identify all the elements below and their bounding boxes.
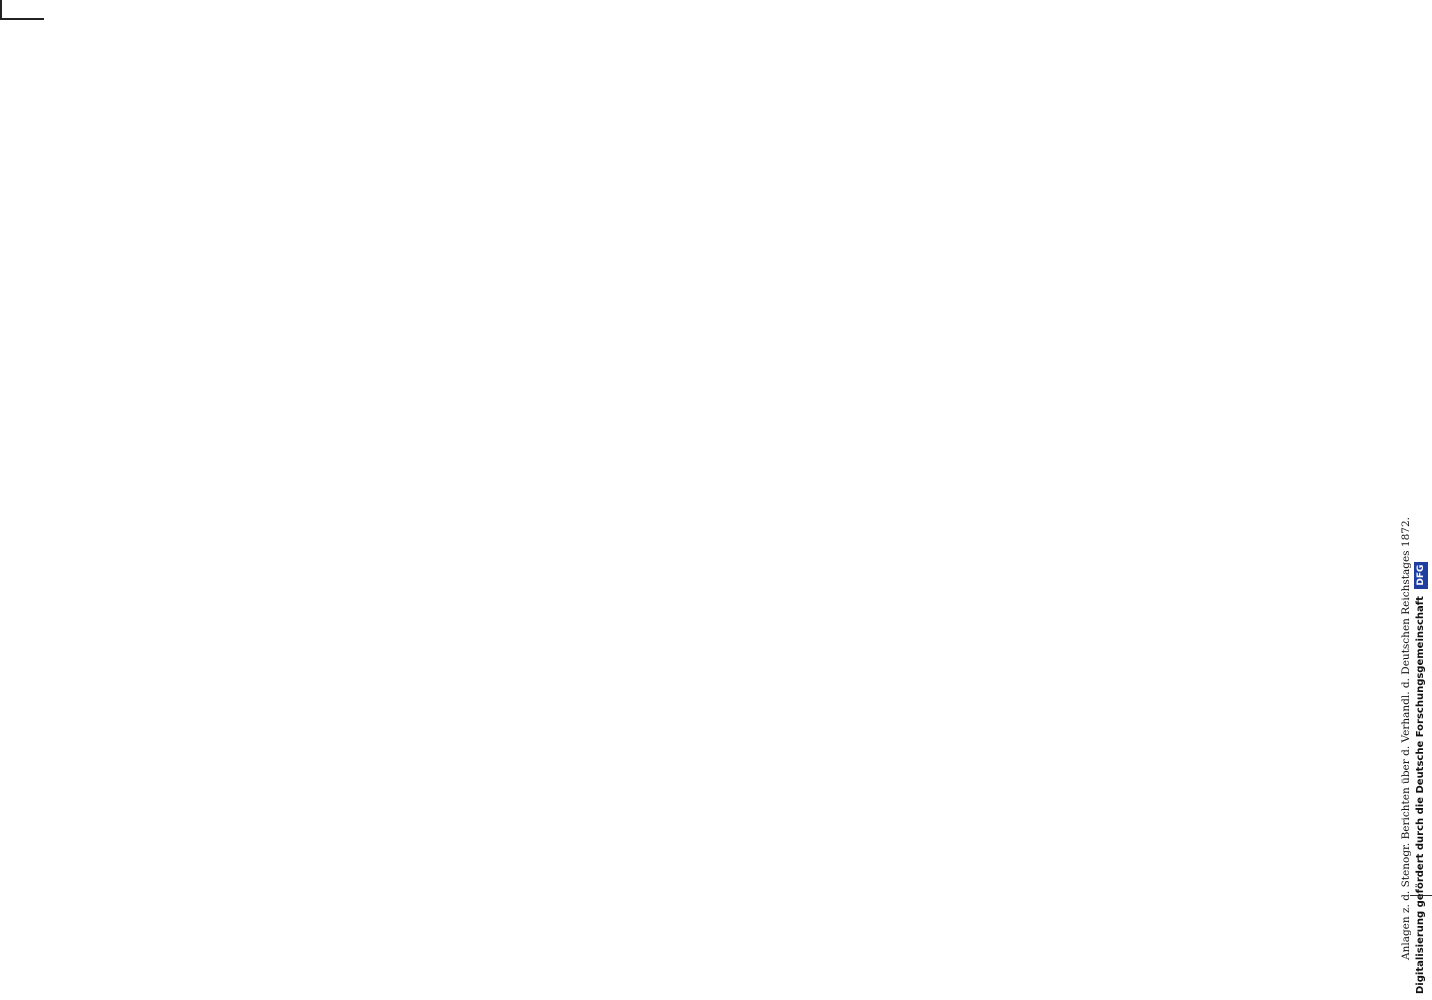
sponsor-credit — [1414, 562, 1428, 994]
sponsor-text: Digitalisierung gefördert durch die Deutsche Forschungsgemeinschaft — [1415, 596, 1426, 994]
page-footer: Anlagen z. d. Stenogr. Berichten über d. Verhandl. d. Deutschen Reichstages 1872. — [1400, 517, 1412, 960]
scan-corner-mark — [0, 0, 44, 20]
dfg-logo: DFG — [1414, 562, 1428, 589]
